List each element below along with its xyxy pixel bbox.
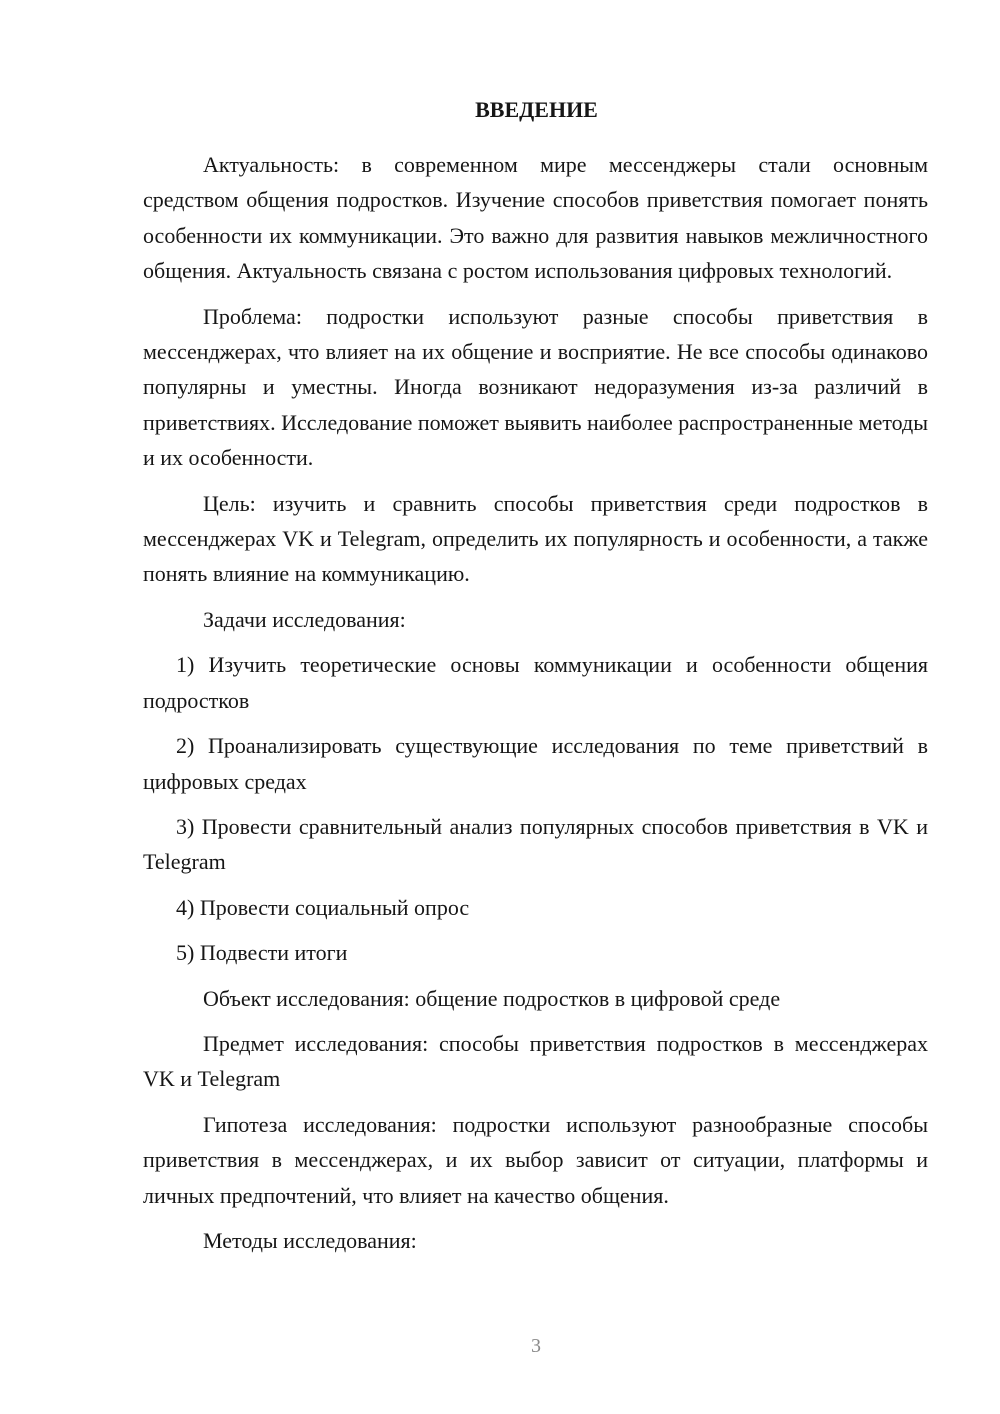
- task-item-4: 4) Провести социальный опрос: [176, 894, 470, 920]
- paragraph-relevance: Актуальность: в современном мире мессенджеры стали основным средством общения подростков. Изучение способов приветствия помогает понять особенности их коммуникации. Это важно для развития навыков межличностного общения. Актуальность связана с ростом использования цифровых технологий.: [143, 152, 928, 284]
- tasks-heading: Задачи исследования:: [203, 606, 406, 632]
- task-item-2: 2) Проанализировать существующие исследования по теме приветствий в цифровых средах: [143, 733, 928, 794]
- paragraph-object: Объект исследования: общение подростков в цифровой среде: [203, 985, 781, 1011]
- task-item-3: 3) Провести сравнительный анализ популярных способов приветствия в VK и Telegram: [143, 813, 928, 875]
- paragraph-problem: Проблема: подростки используют разные способы приветствия в мессенджерах, что влияет на их общение и восприятие. Не все способы одинаково популярны и уместны. Иногда возникают недоразумения из-за различий в приветствиях. Исследование поможет выявить наиболее распространенные методы и их особенности.: [143, 303, 928, 471]
- page-title: ВВЕДЕНИЕ: [475, 97, 598, 122]
- task-item-5: 5) Подвести итоги: [176, 940, 348, 966]
- paragraph-goal: Цель: изучить и сравнить способы приветствия среди подростков в мессенджерах VK и Telegram, определить их популярность и особенности, а также понять влияние на коммуникацию.: [143, 490, 928, 587]
- page-number: 3: [531, 1335, 541, 1357]
- task-item-1: 1) Изучить теоретические основы коммуникации и особенности общения подростков: [143, 652, 928, 713]
- paragraph-subject: Предмет исследования: способы приветствия подростков в мессенджерах VK и Telegram: [143, 1030, 928, 1092]
- document-page: [143, 95, 928, 1258]
- methods-heading: Методы исследования:: [203, 1227, 417, 1253]
- paragraph-hypothesis: Гипотеза исследования: подростки используют разнообразные способы приветствия в мессенджерах, и их выбор зависит от ситуации, платформы и личных предпочтений, что влияет на качество общения.: [143, 1111, 928, 1208]
